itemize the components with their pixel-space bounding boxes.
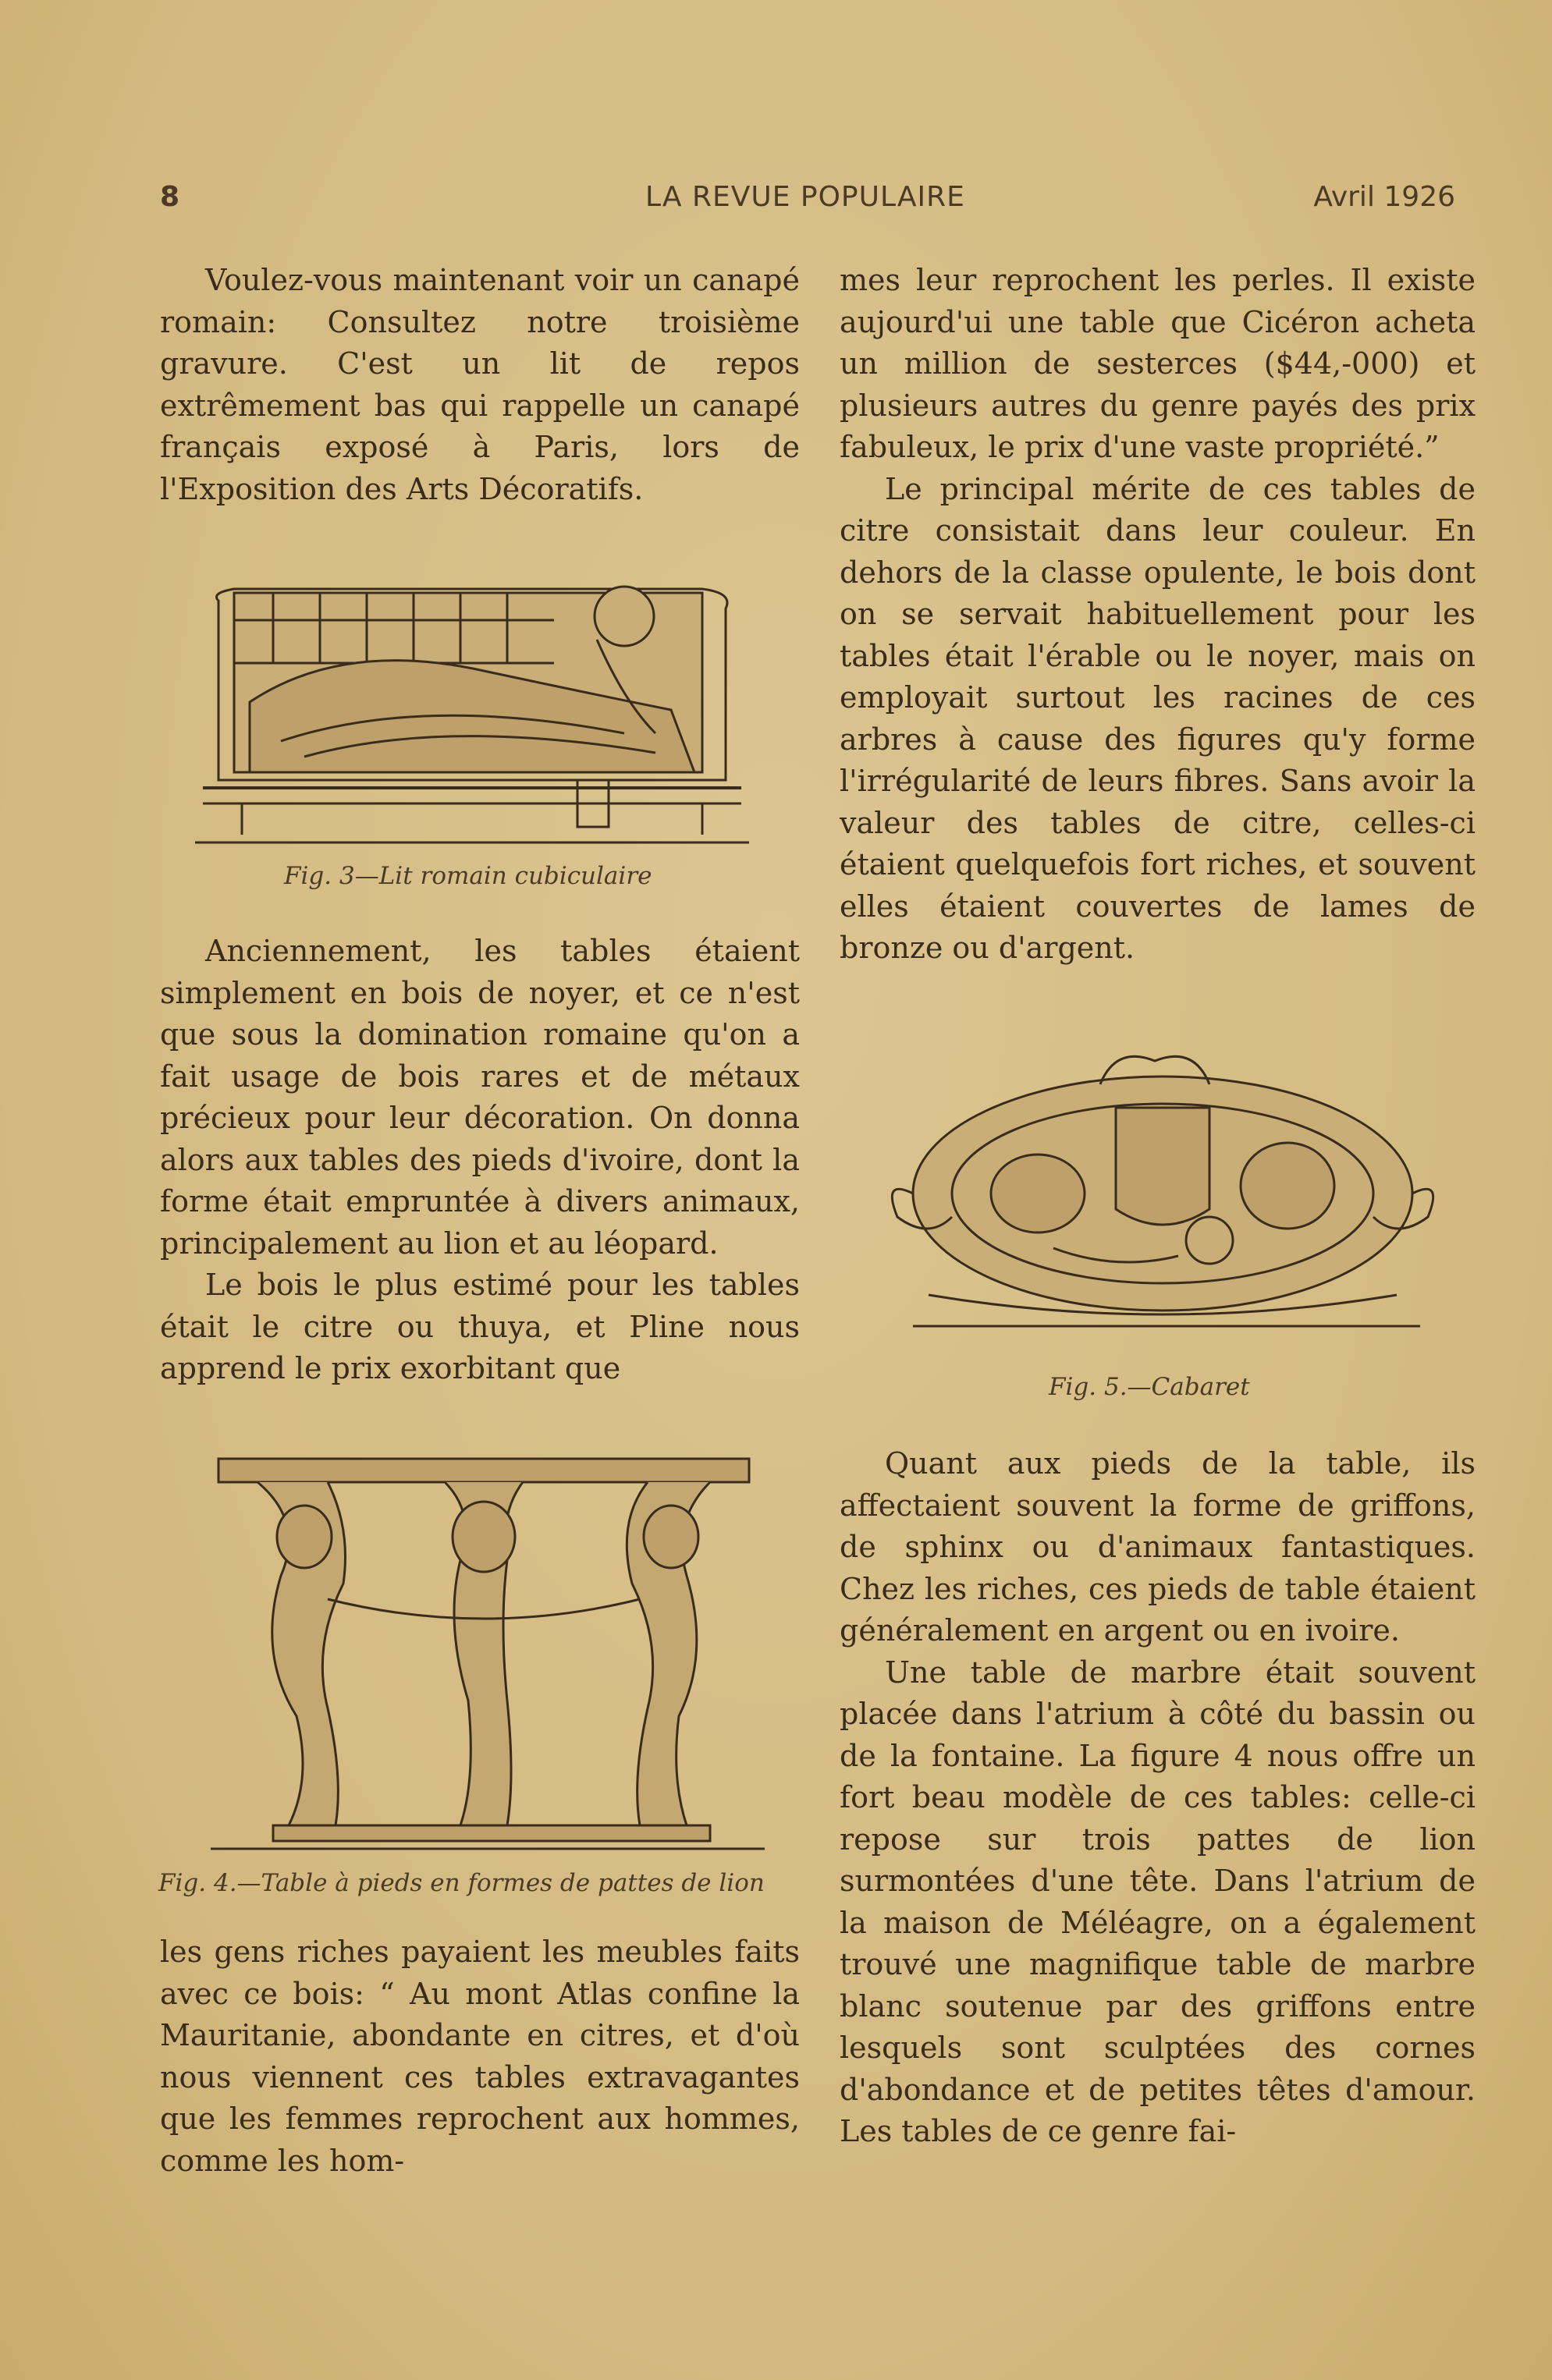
- figure-5-cabaret: [882, 1037, 1436, 1350]
- left-column-para2-block: [160, 931, 800, 1390]
- left-para-4: les gens riches payaient les meubles faits avec ce bois: “ Au mont Atlas confine la Mauritanie, abondante en citres, et d'où nous viennent ces tables extravagantes que les femmes reprochent aux hommes, comme les hom-: [160, 1935, 800, 2178]
- left-column-para4-block: [160, 1931, 800, 2182]
- left-para-2: Anciennement, les tables étaient simplement en bois de noyer, et ce n'est que sous la domination romaine qu'on a fait usage de bois rares et de métaux précieux pour leur décoration. On donna alors aux tables des pieds d'ivoire, dont la forme était empruntée à divers animaux, principalement au lion et au léopard.: [160, 934, 800, 1261]
- figure-4-lion-leg-table: [211, 1451, 765, 1857]
- right-para-3: Quant aux pieds de la table, ils affectaient souvent la forme de griffons, de sphinx ou d'animaux fantastiques. Chez les riches, ces pieds de table étaient généralement en argent ou en ivoire.: [840, 1446, 1476, 1648]
- figure-4-caption: Fig. 4.—Table à pieds en formes de pattes de lion: [158, 1869, 765, 1897]
- right-para-2: Le principal mérite de ces tables de citre consistait dans leur couleur. En dehors de la classe opulente, le bois dont on se servait habituellement pour les tables était l'érable ou le noyer, mais on employait surtout les racines de ces arbres à cause des figures qu'y forme l'irrégularité de leurs fibres. Sans avoir la valeur des tables de citre, celles-ci étaient quelquefois fort riches, et souvent elles étaient couvertes de lames de bronze ou d'argent.: [840, 471, 1476, 965]
- figure-3-caption: Fig. 3—Lit romain cubiculaire: [284, 862, 652, 890]
- left-para-1: Voulez-vous maintenant voir un canapé romain: Consultez notre troisième gravure. C'est un lit de repos extrêmement bas qui rappelle un canapé français exposé à Paris, lors de l'Exposition des Arts Décoratifs.: [160, 263, 800, 506]
- issue-date: Avril 1926: [1313, 181, 1455, 213]
- roman-couch-illustration: [187, 546, 757, 850]
- left-para-3: Le bois le plus estimé pour les tables était le citre ou thuya, et Pline nous apprend le prix exorbitant que: [160, 1268, 800, 1385]
- right-para-4: Une table de marbre était souvent placée dans l'atrium à côté du bassin ou de la fontaine. La figure 4 nous offre un fort beau modèle de ces tables: celle-ci repose sur trois pattes de lion surmontées d'une tête. Dans l'atrium de la maison de Méléagre, on a également trouvé une magnifique table de marbre blanc soutenue par des griffons entre lesquels sont sculptées des cornes d'abondance et de petites têtes d'amour. Les tables de ce genre fai-: [840, 1655, 1476, 2148]
- right-column-bottom-block: [840, 1443, 1476, 2153]
- page-header: [160, 181, 1455, 220]
- figure-3-roman-couch: [187, 546, 757, 850]
- right-column-top-block: [840, 260, 1476, 970]
- right-para-1: mes leur reprochent les perles. Il existe aujourd'ui une table que Cicéron acheta un million de sesterces ($44,-000) et plusieurs autres du genre payés des prix fabuleux, le prix d'une vaste propriété.”: [840, 263, 1476, 464]
- lion-table-illustration: [211, 1451, 765, 1857]
- left-column-para1-block: [160, 260, 800, 510]
- journal-title: LA REVUE POPULAIRE: [645, 181, 965, 213]
- cabaret-tray-illustration: [882, 1037, 1436, 1350]
- page-number: 8: [160, 181, 180, 213]
- figure-5-caption: Fig. 5.—Cabaret: [1049, 1373, 1250, 1401]
